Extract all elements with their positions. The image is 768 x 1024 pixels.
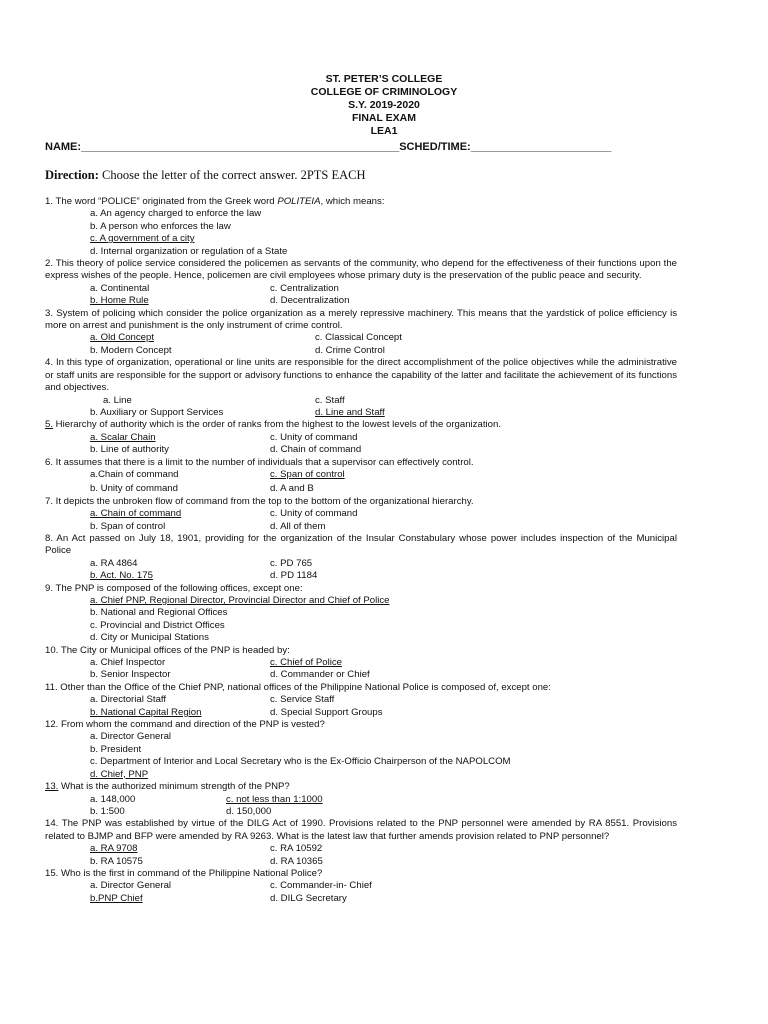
option-row: [45, 694, 677, 706]
question-12: 12. From whom the command and direction of the PNP is vested?: [45, 719, 325, 731]
question-15: 15. Who is the first in command of the Philippine National Police?: [45, 867, 323, 879]
option-row: [45, 483, 677, 495]
option-row: [45, 806, 677, 818]
option: c. Service Staff: [270, 694, 335, 706]
option-row: [45, 856, 677, 868]
option-row: [45, 283, 677, 295]
option-row: [45, 407, 677, 419]
option-answer: a. Chief PNP, Regional Director, Provincial Director and Chief of Police: [90, 595, 390, 606]
option-answer: b.PNP Chief: [90, 892, 143, 904]
direction-label: Direction:: [45, 168, 99, 182]
exam-header: [0, 73, 768, 138]
name-label: NAME:: [45, 141, 82, 153]
option: a. 148,000: [90, 793, 136, 805]
exam-title: FINAL EXAM: [352, 112, 416, 124]
option-answer: a. Scalar Chain: [90, 431, 156, 443]
option-row: [45, 794, 677, 806]
option: a.Chain of command: [90, 468, 179, 480]
option-row: [45, 521, 677, 533]
option: b. Unity of command: [90, 483, 178, 495]
option-answer: d. Line and Staff: [315, 406, 385, 418]
option-row: [45, 295, 677, 307]
option: a. Directorial Staff: [90, 694, 167, 706]
option: b. Auxiliary or Support Services: [90, 406, 224, 418]
option: d. DILG Secretary: [270, 892, 347, 904]
option-answer: b. Home Rule: [90, 295, 149, 307]
option: c. Classical Concept: [315, 332, 402, 344]
option-row: [45, 444, 677, 456]
question-9: 9. The PNP is composed of the following offices, except one:: [45, 582, 303, 594]
option: b. President: [90, 743, 142, 755]
option: b. 1:500: [90, 805, 125, 817]
question-14: 14. The PNP was established by virtue of the DILG Act of 1990. Provisions related to the PNP personnel were amended by RA 8551. Provisions related to BJMP and BFP were amended by RA 9263. What is the latest law that further amends provision related to PNP personnel?: [45, 818, 677, 842]
option-row: [45, 707, 677, 719]
option-answer: c. A government of a city: [90, 233, 195, 245]
option: b. National and Regional Offices: [90, 607, 228, 619]
option-row: [45, 570, 677, 582]
option: a. Director General: [90, 731, 172, 743]
option-answer: c. not less than 1:1000: [226, 793, 323, 805]
sched-blank: _______________________: [470, 141, 612, 153]
option: c. Provincial and District Offices: [90, 619, 225, 631]
question-6: 6. It assumes that there is a limit to the number of individuals that a supervisor can effectively control.: [45, 456, 474, 468]
name-sched-line: [45, 141, 685, 153]
option-row: [45, 669, 677, 681]
option-row: [45, 880, 677, 892]
question-10: 10. The City or Municipal offices of the PNP is headed by:: [45, 644, 290, 656]
option: c. Staff: [315, 394, 345, 406]
option-row: [45, 657, 677, 669]
option: b. RA 10575: [90, 855, 143, 867]
option: a. Line: [103, 394, 132, 406]
option: d. Commander or Chief: [270, 669, 370, 681]
option: d. Special Support Groups: [270, 706, 383, 718]
question-13: 13. What is the authorized minimum strength of the PNP?: [45, 781, 290, 793]
option-answer: a. Old Concept: [90, 332, 154, 344]
option-row: [45, 843, 677, 855]
option: c. PD 765: [270, 557, 313, 569]
option: c. Commander-in- Chief: [270, 880, 372, 892]
option: d. 150,000: [226, 805, 272, 817]
question-2: 2. This theory of police service considered the policemen as servants of the community, who depend for the effectiveness of their functions upon the express wishes of the people. Hence, policemen are civil employees whose primary duty is the preservation of the public peace and security.: [45, 258, 677, 282]
option: d. City or Municipal Stations: [90, 632, 209, 644]
option: d. RA 10365: [270, 855, 323, 867]
direction-text: Choose the letter of the correct answer. 2PTS EACH: [98, 168, 366, 182]
question-list: [45, 196, 677, 905]
option: a. Director General: [90, 880, 172, 892]
sched-label: SCHED/TIME:: [399, 141, 471, 153]
option: b. A person who enforces the law: [90, 220, 231, 232]
option-row: [45, 893, 677, 905]
question-4: 4. In this type of organization, operational or line units are responsible for the direct accomplishment of the police objectives while the administrative or staff units are responsible for the support or advisory functions to enhance the capability of the latter and facilitate the achievement of its functions and objectives.: [45, 357, 677, 394]
option-row: [45, 345, 677, 357]
option-answer: c. Span of control: [270, 468, 345, 480]
option: b. Span of control: [90, 520, 166, 532]
option: c. Unity of command: [270, 508, 358, 520]
option: d. All of them: [270, 520, 326, 532]
option-answer: b. National Capital Region: [90, 706, 202, 718]
option: a. Continental: [90, 282, 150, 294]
option: c. Centralization: [270, 282, 339, 294]
option-answer: b. Act. No. 175: [90, 570, 153, 582]
question-8: 8. An Act passed on July 18, 1901, providing for the organization of the Insular Constabulary whose power includes inspection of the Municipal Police: [45, 532, 677, 557]
college-name: COLLEGE OF CRIMINOLOGY: [310, 86, 458, 98]
option: c. RA 10592: [270, 843, 323, 855]
option-row: [45, 558, 677, 570]
option: c. Department of Interior and Local Secretary who is the Ex-Officio Chairperson of the NAPOLCOM: [90, 756, 511, 768]
option-row: [45, 395, 677, 407]
option: a. An agency charged to enforce the law: [90, 208, 262, 220]
name-blank: ____________________________________________________: [81, 141, 400, 153]
question-11: 11. Other than the Office of the Chief PNP, national offices of the Philippine National Police is composed of, except one:: [45, 681, 551, 693]
option: d. Decentralization: [270, 295, 350, 307]
school-name: ST. PETER’S COLLEGE: [325, 73, 443, 85]
school-year: S.Y. 2019-2020: [348, 99, 420, 111]
direction-line: [45, 168, 725, 183]
question-7: 7. It depicts the unbroken flow of command from the top to the bottom of the organizational hierarchy.: [45, 495, 474, 507]
option: d. A and B: [270, 483, 314, 495]
option-row: [45, 432, 677, 444]
option-row: [45, 508, 677, 520]
option: b. Line of authority: [90, 444, 169, 456]
option-row: [45, 469, 677, 481]
option: b. Modern Concept: [90, 344, 172, 356]
subject-code: LEA1: [370, 125, 398, 137]
option: d. PD 1184: [270, 570, 318, 582]
option-answer: a. RA 9708: [90, 843, 138, 855]
question-1: 1. The word “POLICE” originated from the Greek word POLITEIA, which means:: [45, 196, 385, 207]
question-5: 5. Hierarchy of authority which is the order of ranks from the highest to the lowest levels of the organization.: [45, 419, 501, 431]
question-3: 3. System of policing which consider the police organization as a merely repressive machinery. This means that the yardstick of police efficiency is more on arrest and punishment is the only instrument of crime control.: [45, 307, 677, 332]
option: d. Crime Control: [315, 344, 385, 356]
option: a. Chief Inspector: [90, 657, 166, 669]
option-answer: a. Chain of command: [90, 508, 182, 520]
option: b. Senior Inspector: [90, 669, 171, 681]
option: d. Internal organization or regulation of a State: [90, 245, 288, 257]
option-answer: d. Chief, PNP: [90, 768, 149, 780]
option: a. RA 4864: [90, 557, 138, 569]
option-answer: c. Chief of Police: [270, 657, 342, 669]
option-row: [45, 332, 677, 344]
option: d. Chain of command: [270, 444, 362, 456]
option: c. Unity of command: [270, 431, 358, 443]
